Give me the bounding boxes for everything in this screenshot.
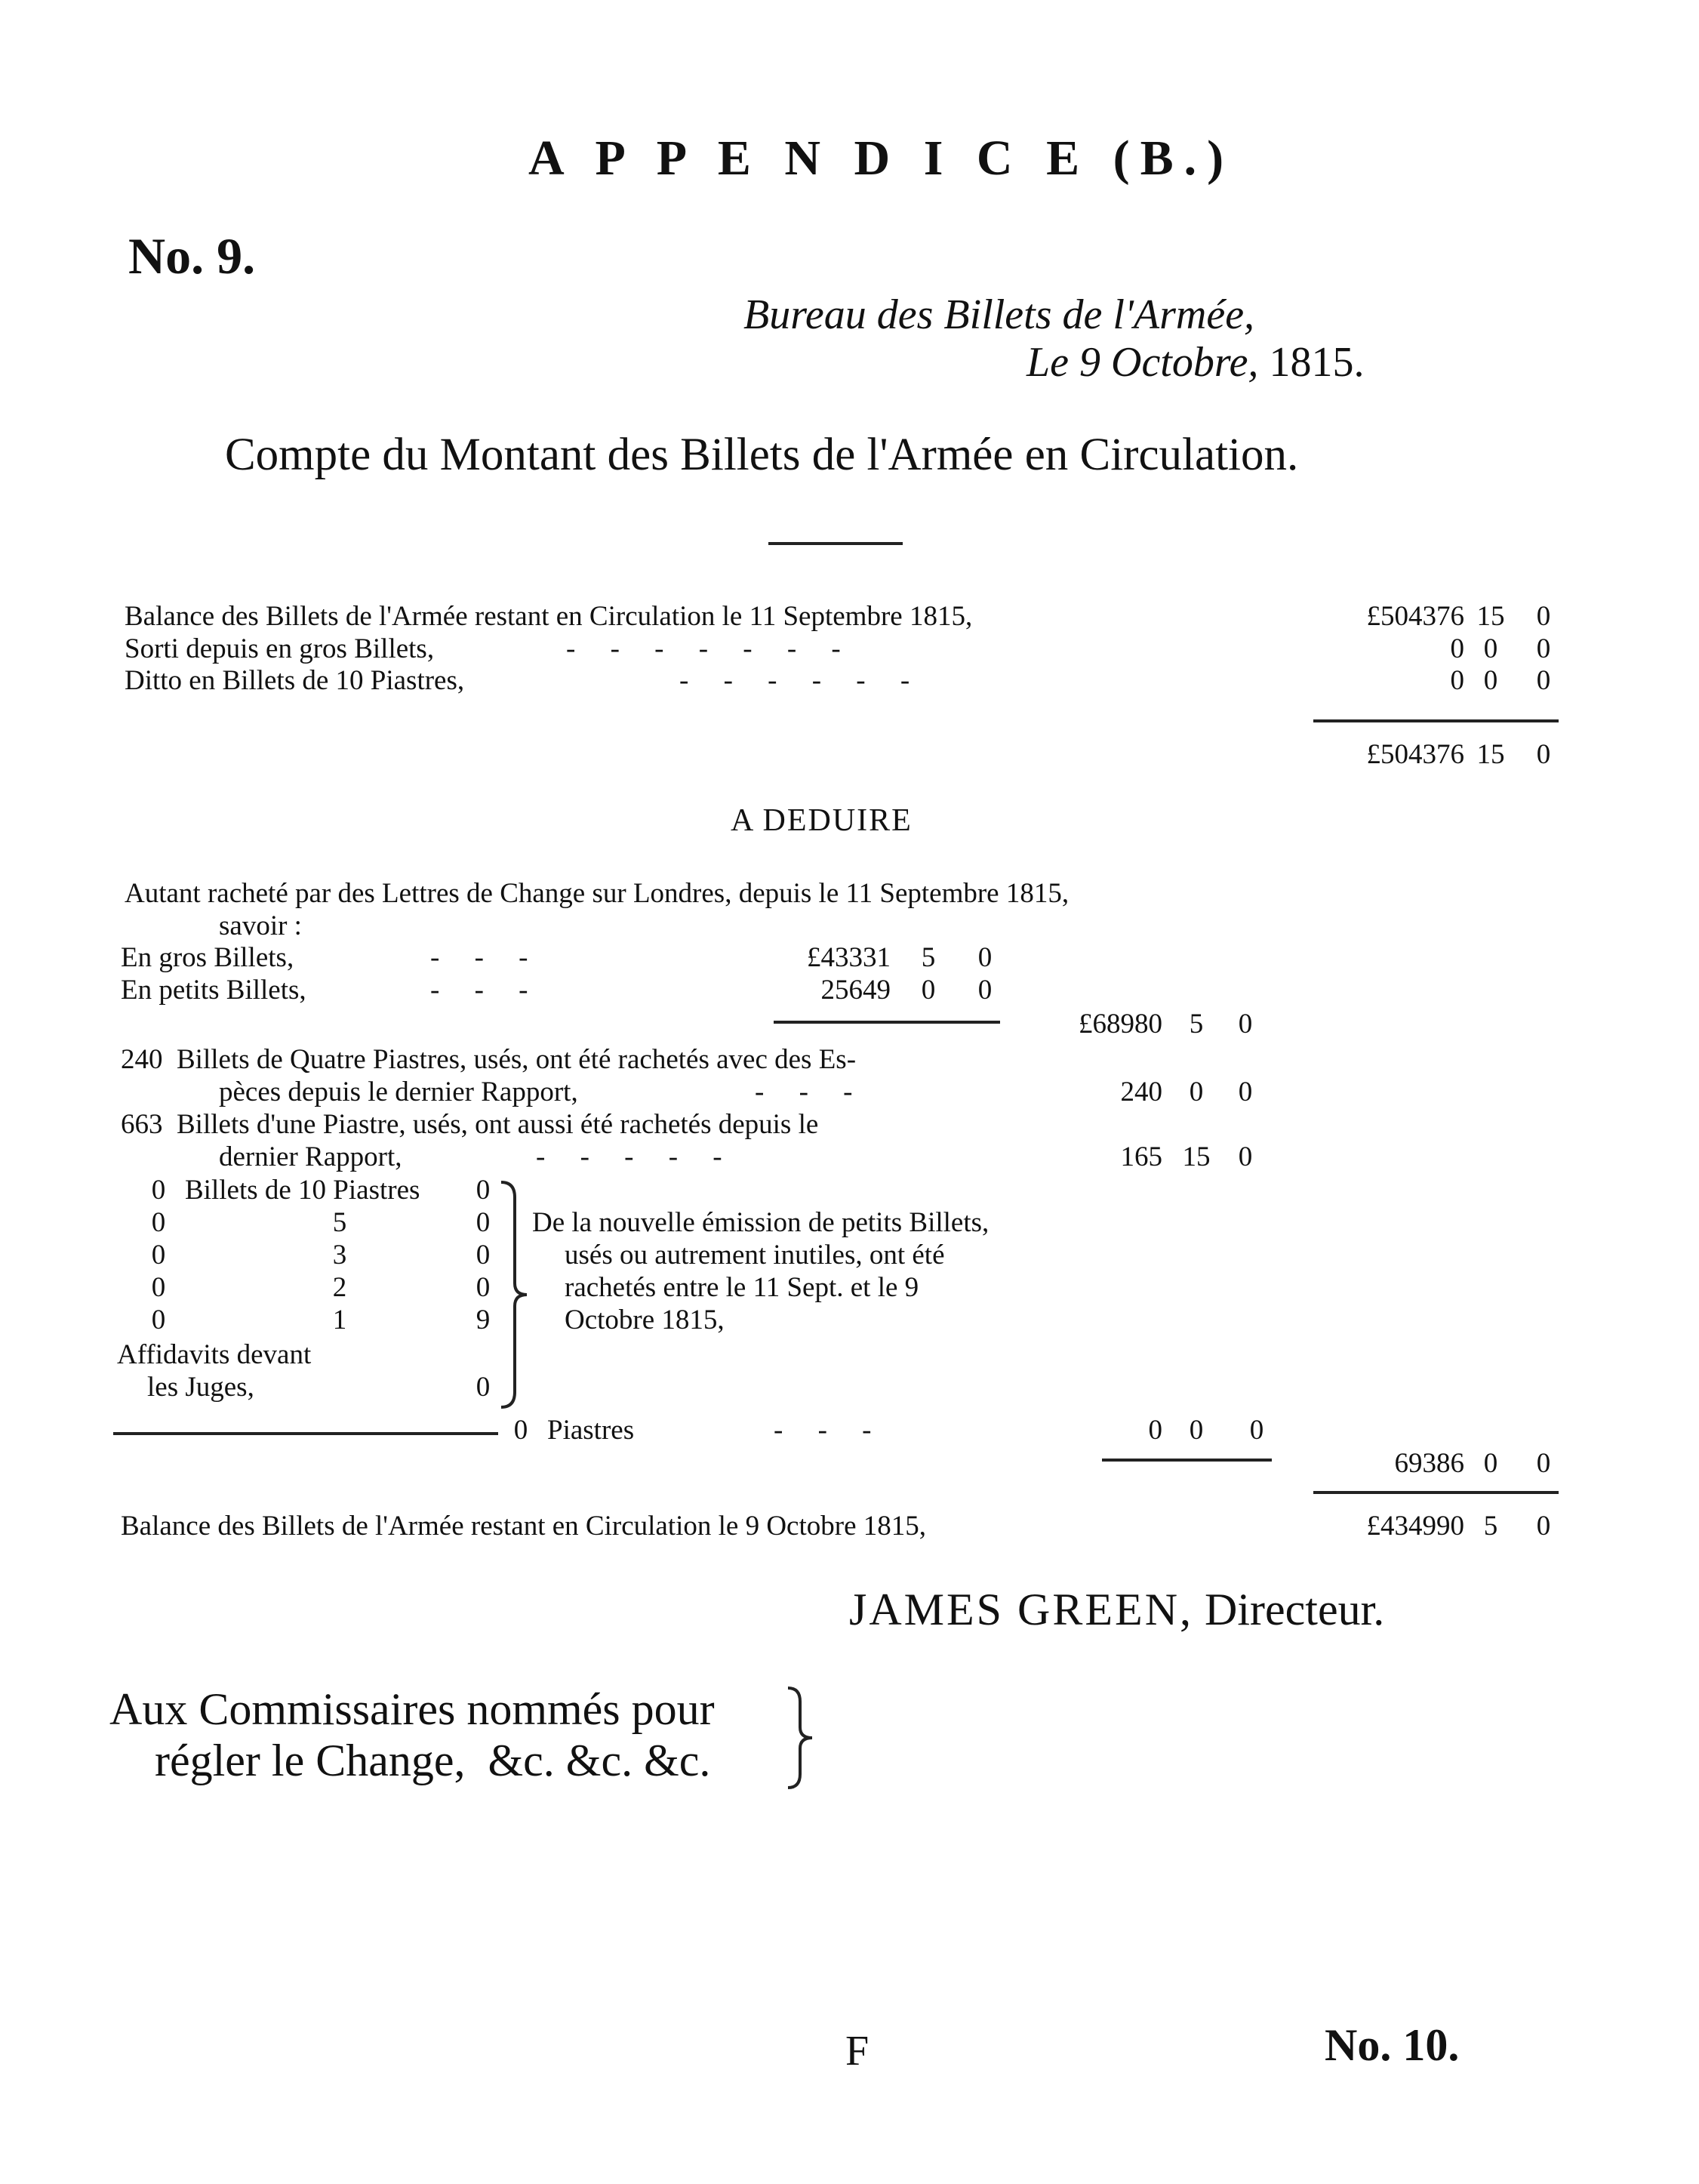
piastres-total-shillings: 0 bbox=[1189, 1415, 1204, 1446]
opening-row-1-label: Balance des Billets de l'Armée restant en Circulation le 11 Septembre 1815, bbox=[125, 601, 973, 632]
date-prefix: Le 9 bbox=[1026, 339, 1100, 386]
une-piastre-dots: - - - - - bbox=[536, 1141, 722, 1172]
emission-note-line-2: usés ou autrement inutiles, ont été bbox=[565, 1240, 945, 1271]
emission-row-3-label: 3 bbox=[332, 1240, 347, 1271]
une-piastre-shillings: 15 bbox=[1182, 1141, 1211, 1172]
opening-row-2-pounds: 0 bbox=[1450, 633, 1464, 664]
lettres-subtotal-pence: 0 bbox=[1238, 1009, 1253, 1040]
address-line-2: régler le Change, &c. &c. &c. bbox=[155, 1736, 711, 1785]
petits-billets-pounds: 25649 bbox=[820, 975, 891, 1006]
opening-row-2-shillings: 0 bbox=[1483, 633, 1498, 664]
date-year: 1815. bbox=[1269, 339, 1365, 386]
deduction-intro-line-1: Autant racheté par des Lettres de Change sur Londres, depuis le 11 Septembre 1815, bbox=[125, 878, 1070, 909]
address-brace-icon bbox=[785, 1685, 819, 1791]
emission-row-2-value: 0 bbox=[476, 1207, 491, 1238]
lettres-subtotal-pounds: £68980 bbox=[1079, 1009, 1162, 1040]
signatory-name: JAMES GREEN, bbox=[849, 1585, 1194, 1634]
emission-note-line-1: De la nouvelle émission de petits Billets, bbox=[532, 1207, 990, 1238]
petits-billets-dots: - - - bbox=[430, 975, 528, 1006]
emission-brace-icon bbox=[498, 1178, 536, 1412]
appendix-title: A P P E N D I C E (B.) bbox=[528, 131, 1235, 186]
emission-row-5-label: 1 bbox=[332, 1305, 347, 1335]
lettres-subtotal-rule bbox=[774, 1021, 1000, 1024]
emission-note-line-3: rachetés entre le 11 Sept. et le 9 bbox=[565, 1272, 919, 1303]
opening-row-3-pounds: 0 bbox=[1450, 665, 1464, 696]
opening-row-3-dots: - - - - - - bbox=[679, 665, 910, 696]
opening-row-1-pence: 0 bbox=[1536, 601, 1551, 632]
gros-billets-pounds: £43331 bbox=[807, 942, 891, 973]
account-heading: Compte du Montant des Billets de l'Armée en Circulation. bbox=[225, 430, 1299, 480]
emission-row-1-value: 0 bbox=[476, 1175, 491, 1206]
une-piastre-pence: 0 bbox=[1238, 1141, 1253, 1172]
gros-billets-label: En gros Billets, bbox=[121, 942, 294, 973]
opening-row-3-pence: 0 bbox=[1536, 665, 1551, 696]
opening-total-shillings: 15 bbox=[1476, 739, 1505, 770]
emission-row-4-value: 0 bbox=[476, 1272, 491, 1303]
heading-divider bbox=[768, 542, 903, 545]
emission-row-1-label: Billets de 10 Piastres bbox=[185, 1175, 420, 1206]
next-page-number: No. 10. bbox=[1325, 2020, 1460, 2070]
emission-row-2-label: 5 bbox=[332, 1207, 347, 1238]
lettres-subtotal-shillings: 5 bbox=[1189, 1009, 1204, 1040]
opening-row-2-dots: - - - - - - - bbox=[566, 633, 841, 664]
opening-row-2-label: Sorti depuis en gros Billets, bbox=[125, 633, 435, 664]
deduction-intro-line-2: savoir : bbox=[219, 910, 302, 941]
opening-row-1-pounds: £504376 bbox=[1366, 601, 1464, 632]
une-piastre-pounds: 165 bbox=[1120, 1141, 1162, 1172]
signatory-title: Directeur. bbox=[1205, 1585, 1385, 1634]
opening-row-1-shillings: 15 bbox=[1476, 601, 1505, 632]
signature-mark: F bbox=[845, 2028, 870, 2075]
deduction-total-pence: 0 bbox=[1536, 1448, 1551, 1479]
piastres-total-pence: 0 bbox=[1249, 1415, 1264, 1446]
affidavits-line-1: Affidavits devant bbox=[117, 1339, 312, 1370]
emission-row-4-label: 2 bbox=[332, 1272, 347, 1303]
opening-total-pence: 0 bbox=[1536, 739, 1551, 770]
closing-balance-pence: 0 bbox=[1536, 1511, 1551, 1542]
affidavits-value: 0 bbox=[476, 1372, 491, 1403]
quatre-piastres-pounds: 240 bbox=[1120, 1077, 1162, 1107]
emission-row-3-qty: 0 bbox=[151, 1240, 166, 1271]
emission-row-3-value: 0 bbox=[476, 1240, 491, 1271]
deduction-total-pounds: 69386 bbox=[1394, 1448, 1464, 1479]
emission-row-5-qty: 0 bbox=[151, 1305, 166, 1335]
emission-row-2-qty: 0 bbox=[151, 1207, 166, 1238]
gros-billets-pence: 0 bbox=[977, 942, 993, 973]
emission-row-4-qty: 0 bbox=[151, 1272, 166, 1303]
closing-rule bbox=[1313, 1491, 1559, 1494]
piastres-total-dots: - - - bbox=[774, 1415, 872, 1446]
opening-row-3-shillings: 0 bbox=[1483, 665, 1498, 696]
opening-total-pounds: £504376 bbox=[1366, 739, 1464, 770]
affidavits-line-2: les Juges, bbox=[147, 1372, 254, 1403]
une-piastre-line-1: 663 Billets d'une Piastre, usés, ont aussi été rachetés depuis le bbox=[121, 1109, 819, 1140]
piastres-rule bbox=[113, 1432, 498, 1435]
document-number: No. 9. bbox=[128, 227, 256, 285]
quatre-piastres-pence: 0 bbox=[1238, 1077, 1253, 1107]
signature bbox=[849, 1584, 1384, 1636]
piastres-total-qty: 0 bbox=[513, 1415, 528, 1446]
petits-billets-label: En petits Billets, bbox=[121, 975, 306, 1006]
deduction-title: A DEDUIRE bbox=[731, 803, 913, 838]
address-line-1: Aux Commissaires nommés pour bbox=[109, 1684, 715, 1734]
closing-balance-shillings: 5 bbox=[1483, 1511, 1498, 1542]
piastres-total-pounds: 0 bbox=[1148, 1415, 1162, 1446]
closing-balance-pounds: £434990 bbox=[1366, 1511, 1464, 1542]
emission-row-1-qty: 0 bbox=[151, 1175, 166, 1206]
emission-note-line-4: Octobre 1815, bbox=[565, 1305, 725, 1335]
deduction-subtotal-rule bbox=[1102, 1459, 1272, 1462]
petits-billets-shillings: 0 bbox=[921, 975, 936, 1006]
gros-billets-dots: - - - bbox=[430, 942, 528, 973]
opening-total-rule bbox=[1313, 719, 1559, 722]
deduction-total-shillings: 0 bbox=[1483, 1448, 1498, 1479]
gros-billets-shillings: 5 bbox=[921, 942, 936, 973]
quatre-piastres-line-1: 240 Billets de Quatre Piastres, usés, ont été rachetés avec des Es- bbox=[121, 1044, 857, 1075]
une-piastre-line-2: dernier Rapport, bbox=[219, 1141, 402, 1172]
closing-balance-label: Balance des Billets de l'Armée restant en Circulation le 9 Octobre 1815, bbox=[121, 1511, 927, 1542]
quatre-piastres-line-2: pèces depuis le dernier Rapport, bbox=[219, 1077, 578, 1107]
quatre-piastres-dots: - - - bbox=[755, 1077, 853, 1107]
opening-row-2-pence: 0 bbox=[1536, 633, 1551, 664]
emission-row-5-value: 9 bbox=[476, 1305, 491, 1335]
document-date bbox=[1026, 338, 1364, 387]
piastres-total-label: Piastres bbox=[547, 1415, 635, 1446]
quatre-piastres-shillings: 0 bbox=[1189, 1077, 1204, 1107]
petits-billets-pence: 0 bbox=[977, 975, 993, 1006]
office-name: Bureau des Billets de l'Armée, bbox=[743, 291, 1255, 338]
date-month: Octobre, bbox=[1111, 339, 1259, 386]
opening-row-3-label: Ditto en Billets de 10 Piastres, bbox=[125, 665, 465, 696]
